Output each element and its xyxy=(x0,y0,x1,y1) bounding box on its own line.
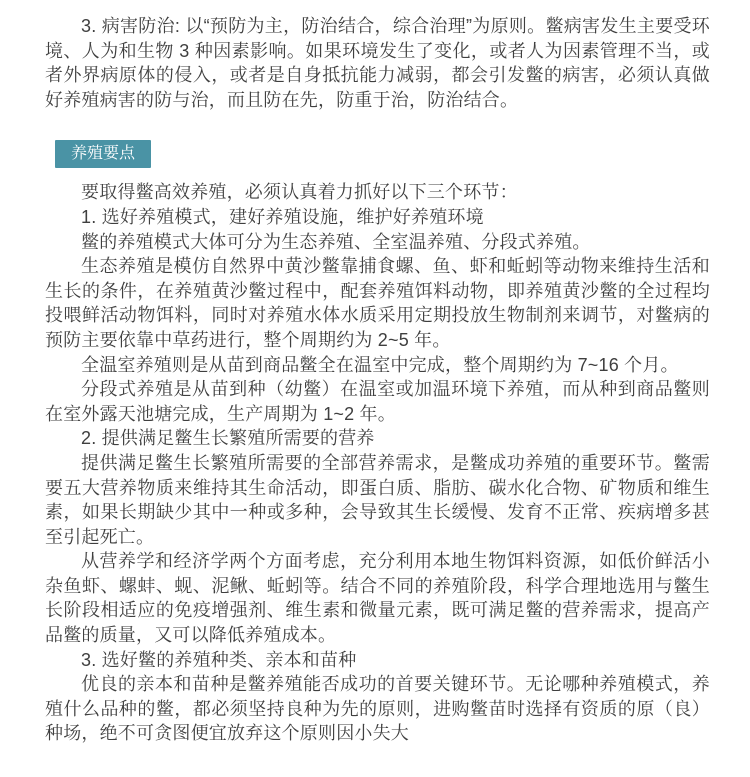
para-heading-1: 1. 选好养殖模式，建好养殖设施，维护好养殖环境 xyxy=(81,206,484,227)
para-nutrition: 提供满足鳖生长繁殖所需要的全部营养需求，是鳖成功养殖的重要环节。鳖需要五大营养物质来维持其生命活动，即蛋白质、脂肪、碳水化合物、矿物质和维生素，如果长期缺少其中一种或多种，会导致其生长缓慢、发育不正常、疾病增多甚至引起死亡。 xyxy=(45,452,710,547)
para-heading-2: 2. 提供满足鳖生长繁殖所需要的营养 xyxy=(81,428,375,449)
para-greenhouse: 全温室养殖则是从苗到商品鳖全在温室中完成，整个周期约为 7~16 个月。 xyxy=(81,354,679,375)
section-badge-label: 养殖要点 xyxy=(71,145,136,163)
para-heading-3: 3. 选好鳖的养殖种类、亲本和苗种 xyxy=(81,649,357,670)
para-eco-farming: 生态养殖是模仿自然界中黄沙鳖靠捕食螺、鱼、虾和蚯蚓等动物来维持生活和生长的条件，在养殖黄沙鳖过程中，配套养殖饵料动物，即养殖黄沙鳖的全过程均投喂鲜活动物饵料，同时对养殖水体水质采用定期投放生物制剂来调节，对鳖病的预防主要依靠中草药进行，整个周期约为 2~5 年。 xyxy=(45,256,710,350)
intro-paragraph: 3. 病害防治: 以“预防为主，防治结合，综合治理”为原则。鳖病害发生主要受环境、人为和生物 3 种因素影响。如果环境发生了变化，或者人为因素管理不当，或者外界病原体的侵入，或者是自身抵抗能力减弱，都会引发鳖的病害，必须认真做好养殖病害的防与治，而且防在先，防重于治，防治结合。 xyxy=(45,16,710,110)
para-overview: 要取得鳖高效养殖，必须认真着力抓好以下三个环节： xyxy=(81,182,518,203)
para-broodstock: 优良的亲本和苗种是鳖养殖能否成功的首要关键环节。无论哪种养殖模式，养殖什么品种的鳖，都必须坚持良种为先的原则，进购鳖苗时选择有资质的原（良）种场，绝不可贪图便宜放弃这个原则因小失大 xyxy=(45,674,710,744)
para-modes: 鳖的养殖模式大体可分为生态养殖、全室温养殖、分段式养殖。 xyxy=(81,231,591,252)
para-feed-resources: 从营养学和经济学两个方面考虑，充分利用本地生物饵料资源，如低价鲜活小杂鱼虾、螺蚌、蚬、泥鳅、蚯蚓等。结合不同的养殖阶段，科学合理地选用与鳖生长阶段相适应的免疫增强剂、维生素和微量元素，既可满足鳖的营养需求，提高产品鳖的质量，又可以降低养殖成本。 xyxy=(45,551,710,646)
para-staged-farming: 分段式养殖是从苗到种（幼鳖）在温室或加温环境下养殖，而从种到商品鳖则在室外露天池塘完成，生产周期为 1~2 年。 xyxy=(45,379,710,424)
section-badge xyxy=(55,140,151,168)
